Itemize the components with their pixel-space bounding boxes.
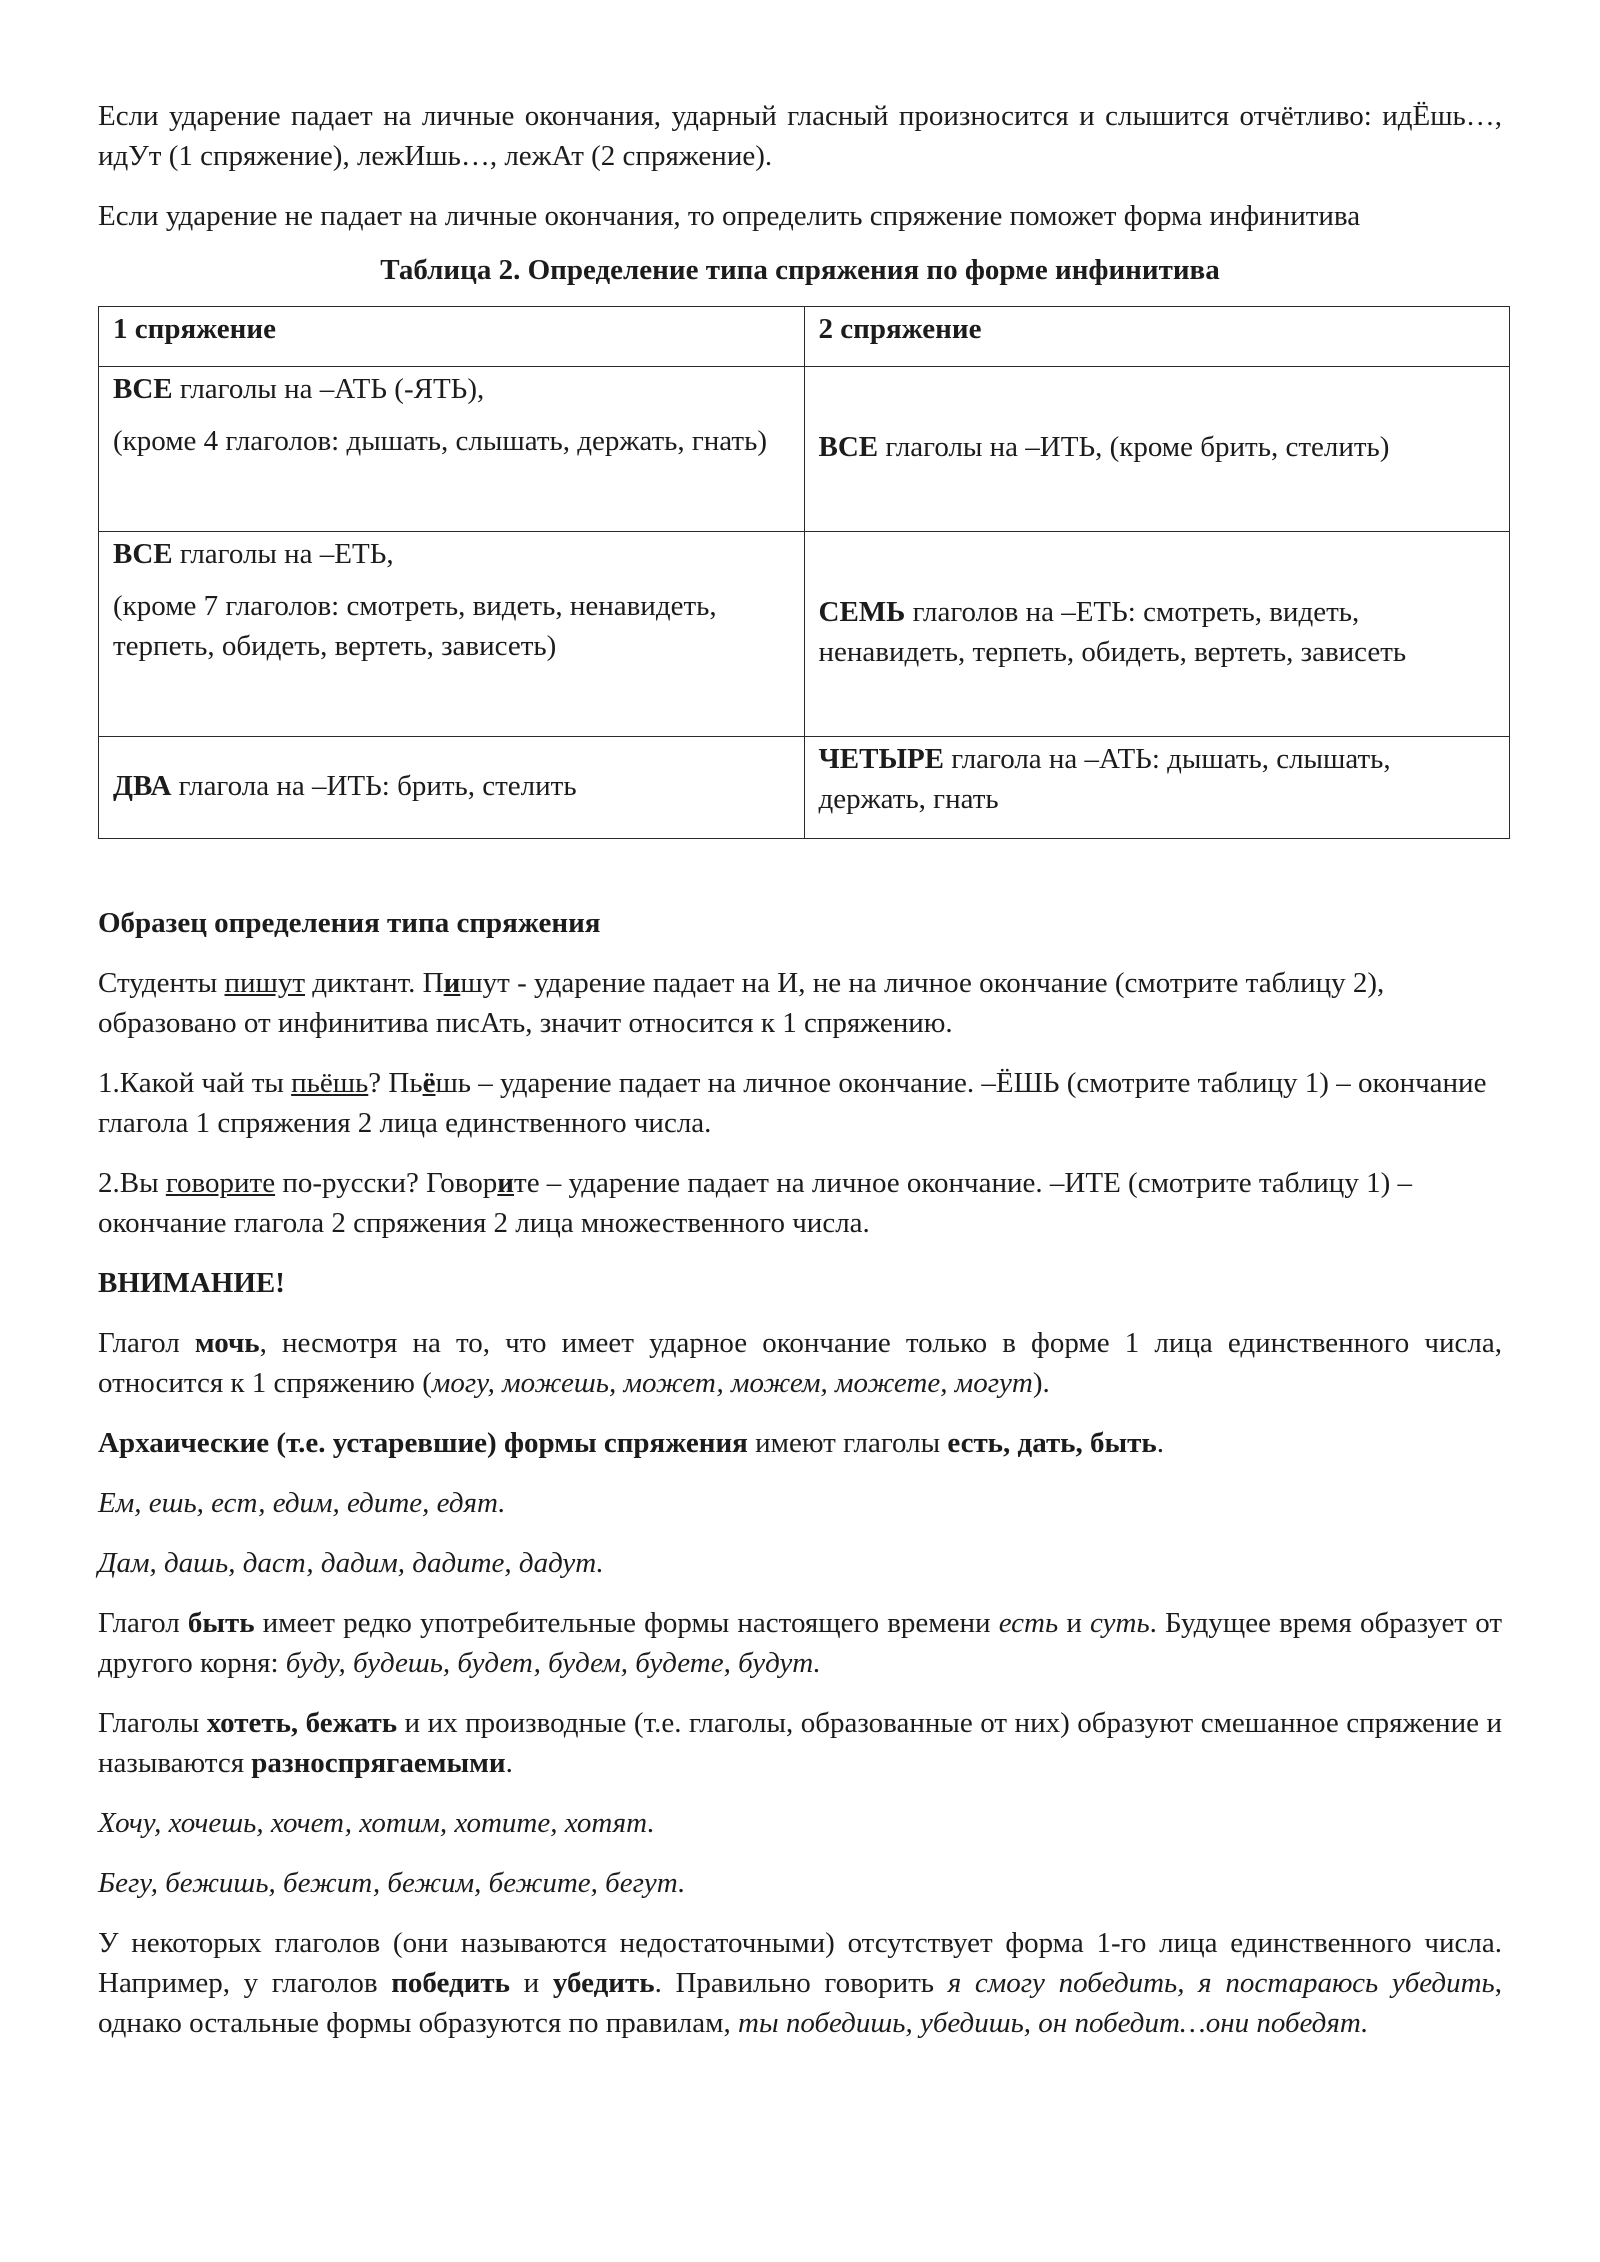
stressed-letter: ё [422, 1067, 436, 1099]
dat-forms: Дам, дашь, даст, дадим, дадите, дадут. [98, 1547, 604, 1579]
term-bold: Архаические (т.е. устаревшие) формы спряжения [98, 1427, 748, 1459]
cell-text: глаголы на –ЕТЬ, [172, 538, 394, 570]
table-cell [804, 367, 1510, 532]
paragraph-text: и их производные (т.е. глаголы, образованные от них) образуют смешанное спряжение и называются [98, 1707, 1502, 1779]
table-cell [804, 737, 1510, 839]
paragraph-text: Глагол [98, 1607, 188, 1639]
defective-paragraph [98, 1923, 1502, 2043]
paragraph-text: . [1156, 1427, 1164, 1459]
table-row [99, 367, 1510, 532]
verb-bold: мочь [194, 1327, 260, 1359]
table-cell [99, 367, 805, 532]
term-bold: разноспрягаемыми [251, 1747, 506, 1779]
cell-keyword: ВСЕ [818, 431, 879, 463]
stressed-letter: и [443, 967, 461, 999]
verb-form: есть [998, 1607, 1059, 1639]
example-phrase: ты победишь, убедишь, он победит…они победят. [738, 2007, 1369, 2039]
intro-paragraph-2: Если ударение не падает на личные окончания, то определить спряжение поможет форма инфинитива [98, 200, 1361, 232]
stressed-letter: и [497, 1167, 515, 1199]
example-underlined-verb: пьёшь [291, 1067, 369, 1099]
paragraph-text: У некоторых глаголов (они называются недостаточными) отсутствует форма 1-го лица единственного числа. Например, у глаголов [98, 1927, 1502, 1999]
example-text: 1.Какой чай ты [98, 1067, 292, 1099]
verb-forms: могу, можешь, может, можем, можете, могут [431, 1367, 1033, 1399]
mixed-paragraph [98, 1703, 1502, 1783]
cell-keyword: ДВА [113, 769, 172, 802]
conjugation-table [98, 306, 1510, 839]
paragraph-text: и [509, 1967, 553, 1999]
table-row [99, 737, 1510, 839]
example-underlined-verb: пишут [224, 967, 306, 999]
cell-rule [113, 369, 790, 409]
example-underlined-verb: говорите [165, 1167, 276, 1199]
cell-rule [113, 534, 790, 574]
table-row [99, 532, 1510, 737]
paragraph-text: Глаголы [98, 1707, 207, 1739]
verb-bold: есть, дать, быть [947, 1427, 1157, 1459]
example-text: Студенты [98, 967, 225, 999]
table-cell [99, 532, 805, 737]
paragraph-text: . [505, 1747, 513, 1779]
cell-text: глагола на –АТЬ: дышать, слышать, держать, гнать [818, 743, 1391, 815]
sample-example-0 [98, 963, 1502, 1043]
sample-example-2 [98, 1163, 1502, 1243]
table-cell [804, 532, 1510, 737]
cell-keyword: ВСЕ [113, 538, 173, 570]
sample-heading: Образец определения типа спряжения [98, 907, 601, 939]
paragraph-text: . Будущее время образует от другого корня: [98, 1607, 1502, 1679]
sample-example-1 [98, 1063, 1502, 1143]
example-text: диктант. П [305, 967, 444, 999]
cell-keyword: ВСЕ [113, 373, 173, 405]
attention-heading: ВНИМАНИЕ! [98, 1267, 285, 1299]
example-text: шь – ударение падает на личное окончание. –ЁШЬ (смотрите таблицу 1) – окончание глагола 1 спряжения 2 лица единственного числа. [98, 1067, 1487, 1139]
verb-bold: убедить [552, 1967, 655, 1999]
paragraph-text: и [1058, 1607, 1090, 1639]
paragraph-text: ). [1032, 1367, 1050, 1399]
paragraph-text: , однако остальные формы образуются по правилам, [98, 1967, 1502, 2039]
intro-paragraph-1: Если ударение падает на личные окончания, ударный гласный произносится и слышится отчётливо: идЁшь…, идУт (1 спряжение), лежИшь…, лежАт (2 спряжение). [98, 100, 1502, 172]
hotet-forms: Хочу, хочешь, хочет, хотим, хотите, хотят. [98, 1807, 655, 1839]
cell-note: (кроме 7 глаголов: смотреть, видеть, ненавидеть, терпеть, обидеть, вертеть, зависеть) [113, 590, 717, 662]
example-text: 2.Вы [98, 1167, 166, 1199]
example-text: по-русски? Говор [275, 1167, 498, 1199]
verb-bold: быть [187, 1607, 255, 1639]
example-phrase: я смогу победить, я постараюсь убедить [947, 1967, 1495, 1999]
cell-note: (кроме 4 глаголов: дышать, слышать, держать, гнать) [113, 425, 767, 457]
verb-bold: хотеть, бежать [206, 1707, 398, 1739]
table-header-row [99, 307, 1510, 367]
moch-paragraph [98, 1323, 1502, 1403]
example-text: ? Пь [368, 1067, 423, 1099]
cell-keyword: ЧЕТЫРЕ [818, 743, 945, 775]
table-caption: Таблица 2. Определение типа спряжения по форме инфинитива [380, 254, 1220, 286]
cell-text: глагола на –ИТЬ: брить, стелить [171, 769, 577, 802]
paragraph-text: , несмотря на то, что имеет ударное окончание только в форме 1 лица единственного числа, относится к 1 спряжению ( [98, 1327, 1502, 1399]
cell-keyword: СЕМЬ [818, 596, 906, 628]
byt-paragraph [98, 1603, 1502, 1683]
example-text: шут - ударение падает на И, не на личное окончание (смотрите таблицу 2), образовано от инфинитива писАть, значит относится к 1 спряжению. [98, 967, 1385, 1039]
verb-bold: победить [391, 1967, 510, 1999]
header-conjugation-1: 1 спряжение [99, 307, 805, 367]
est-forms: Ем, ешь, ест, едим, едите, едят. [98, 1487, 506, 1519]
paragraph-text: имеет редко употребительные формы настоящего времени [254, 1607, 999, 1639]
example-text: те – ударение падает на личное окончание. –ИТЕ (смотрите таблицу 1) – окончание глагола 2 спряжения 2 лица множественного числа. [98, 1167, 1412, 1239]
cell-text: глаголов на –ЕТЬ: смотреть, видеть, ненавидеть, терпеть, обидеть, вертеть, зависеть [818, 596, 1407, 668]
bezhat-forms: Бегу, бежишь, бежит, бежим, бежите, бегут. [98, 1867, 686, 1899]
verb-forms: буду, будешь, будет, будем, будете, будут. [285, 1647, 821, 1679]
cell-text: глаголы на –ИТЬ, (кроме брить, стелить) [878, 431, 1390, 463]
table-cell [99, 737, 805, 839]
archaic-paragraph [98, 1423, 1502, 1463]
paragraph-text: имеют глаголы [747, 1427, 948, 1459]
paragraph-text: Глагол [98, 1327, 195, 1359]
cell-text: глаголы на –АТЬ (-ЯТЬ), [172, 373, 485, 405]
verb-form: суть [1089, 1607, 1150, 1639]
paragraph-text: . Правильно говорить [654, 1967, 948, 1999]
header-conjugation-2: 2 спряжение [804, 307, 1510, 367]
